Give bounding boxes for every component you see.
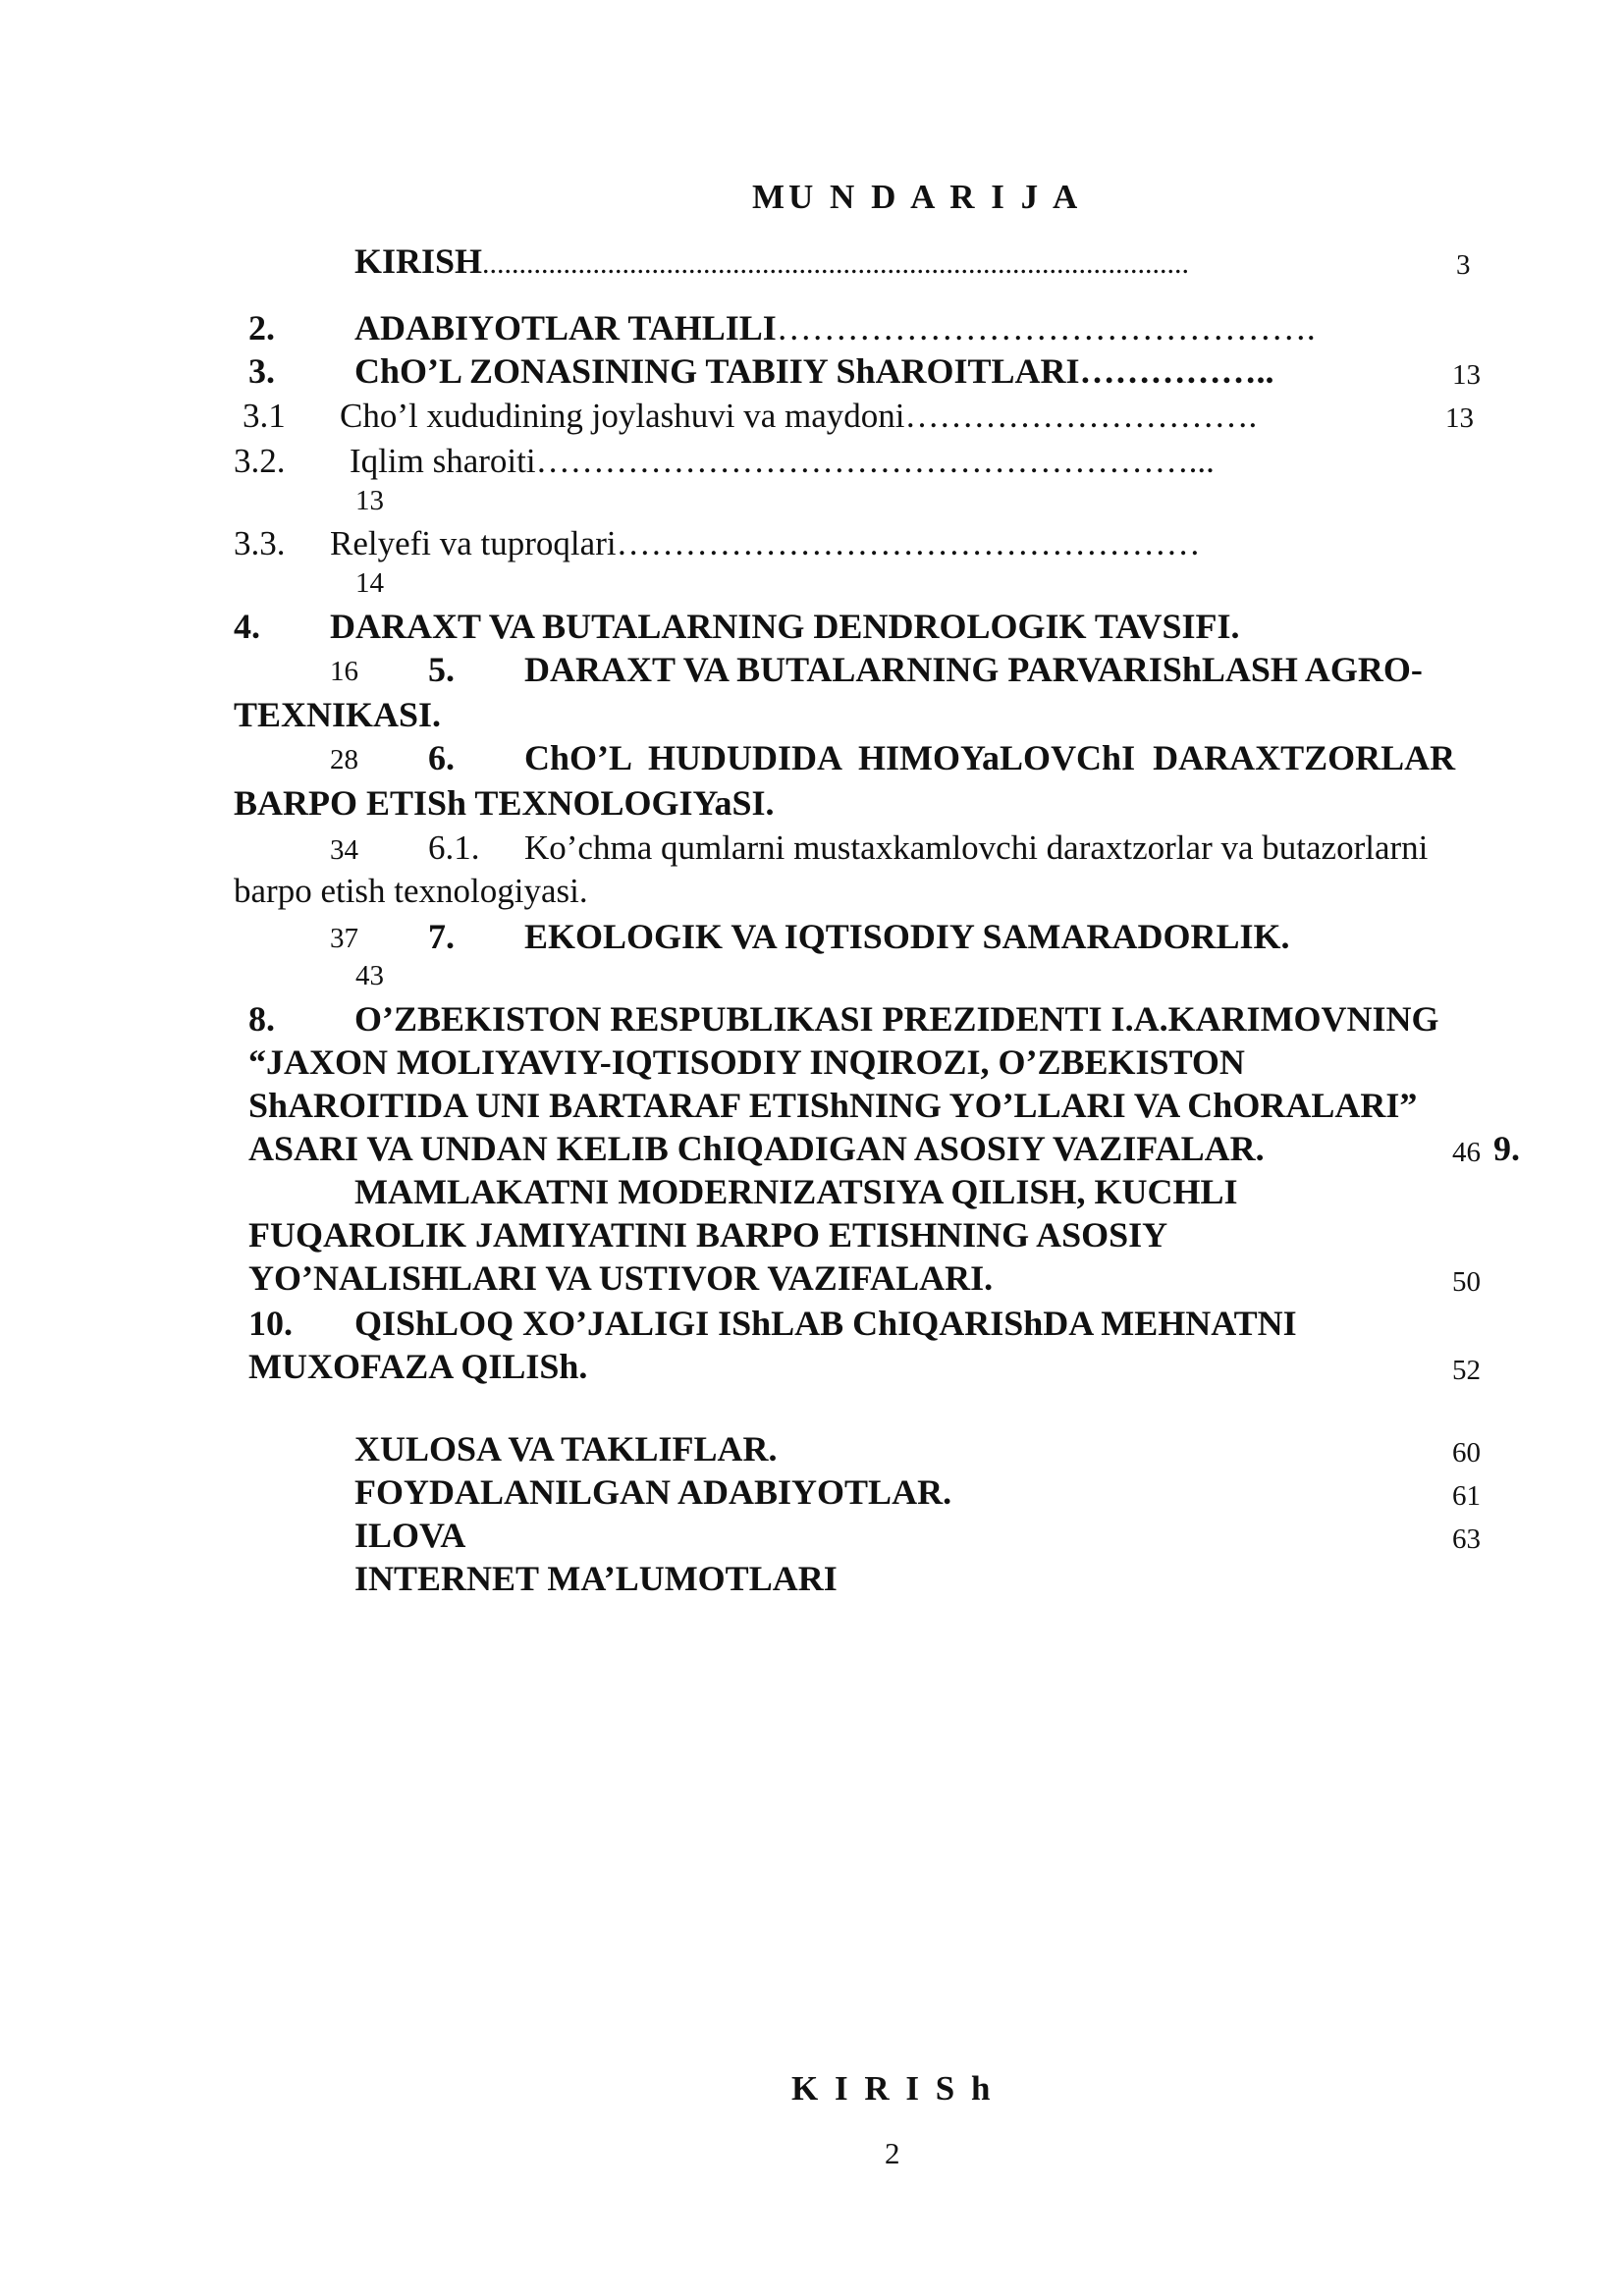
toc-6-1-label: Ko’chma qumlarni mustaxkamlovchi daraxtzorlar va butazorlarni — [524, 828, 1429, 867]
toc-7-page: 43 — [355, 960, 384, 991]
toc-8-label-line-3: ShAROITIDA UNI BARTARAF ETIShNING YO’LLARI VA ChORALARI” — [248, 1086, 1418, 1125]
toc-5-number: 5. — [428, 650, 455, 689]
toc-3-label: ChO’L ZONASINING TABIIY ShAROITLARI…………….. — [354, 351, 1274, 391]
toc-5-page: 28 — [330, 744, 358, 775]
toc-6-1-number: 6.1. — [428, 828, 480, 867]
toc-8-label-line-4: ASARI VA UNDAN KELIB ChIQADIGAN ASOSIY VAZIFALAR. — [248, 1129, 1265, 1168]
toc-2-label: ADABIYOTLAR TAHLILI………………………………………. — [354, 308, 1316, 347]
toc-kirish-label: KIRISH................................................................................................ — [354, 241, 1190, 281]
toc-3-1-page: 13 — [1445, 402, 1474, 434]
toc-9-page: 50 — [1452, 1266, 1481, 1298]
toc-6-label-continued: BARPO ETISh TEXNOLOGIYaSI. — [234, 783, 775, 823]
toc-3-1-label: Cho’l xududining joylashuvi va maydoni…………………………. — [340, 397, 1258, 435]
toc-6-label: ChO’L HUDUDIDA HIMOYaLOVChI DARAXTZORLAR — [524, 738, 1456, 777]
toc-2-number: 2. — [248, 308, 275, 347]
toc-3-page: 13 — [1452, 359, 1481, 391]
toc-7-number: 7. — [428, 917, 455, 956]
toc-9-label-line-2: FUQAROLIK JAMIYATINI BARPO ETISHNING ASOSIY — [248, 1215, 1168, 1255]
toc-3-2-page: 13 — [355, 485, 384, 516]
toc-3-3-number: 3.3. — [234, 524, 286, 562]
toc-3-3-page: 14 — [355, 567, 384, 599]
toc-5-label-continued: TEXNIKASI. — [234, 695, 442, 734]
toc-8-label-line-1: O’ZBEKISTON RESPUBLIKASI PREZIDENTI I.A.KARIMOVNING — [354, 999, 1439, 1039]
toc-4-number: 4. — [234, 607, 260, 646]
toc-foydalanilgan-page: 61 — [1452, 1480, 1481, 1512]
toc-6-1-label-continued: barpo etish texnologiyasi. — [234, 872, 588, 910]
toc-8-label-line-2: “JAXON MOLIYAVIY-IQTISODIY INQIROZI, O’ZBEKISTON — [248, 1042, 1245, 1082]
toc-10-label-line-2: MUXOFAZA QILISh. — [248, 1347, 588, 1386]
toc-ilova-label: ILOVA — [354, 1516, 466, 1555]
toc-3-2-label: Iqlim sharoiti…………………………………………………... — [350, 442, 1215, 480]
toc-3-1-number: 3.1 — [243, 397, 286, 435]
toc-10-page: 52 — [1452, 1355, 1481, 1386]
toc-9-label-line-1: MAMLAKATNI MODERNIZATSIYA QILISH, KUCHLI — [354, 1172, 1238, 1211]
toc-10-label-line-1: QIShLOQ XO’JALIGI IShLAB ChIQARIShDA MEHNATNI — [354, 1304, 1297, 1343]
toc-7-label: EKOLOGIK VA IQTISODIY SAMARADORLIK. — [524, 917, 1290, 956]
toc-10-number: 10. — [248, 1304, 293, 1343]
toc-4-page: 16 — [330, 656, 358, 687]
toc-3-2-number: 3.2. — [234, 442, 286, 480]
toc-4-label: DARAXT VA BUTALARNING DENDROLOGIK TAVSIFI. — [330, 607, 1240, 646]
toc-xulosa-page: 60 — [1452, 1437, 1481, 1468]
toc-3-number: 3. — [248, 351, 275, 391]
toc-6-number: 6. — [428, 738, 455, 777]
toc-foydalanilgan-label: FOYDALANILGAN ADABIYOTLAR. — [354, 1472, 952, 1512]
toc-internet-label: INTERNET MA’LUMOTLARI — [354, 1559, 838, 1598]
toc-3-3-label: Relyefi va tuproqlari…………………………………………… — [330, 524, 1201, 562]
toc-9-number: 9. — [1493, 1129, 1520, 1168]
toc-xulosa-label: XULOSA VA TAKLIFLAR. — [354, 1429, 778, 1468]
toc-5-label: DARAXT VA BUTALARNING PARVARIShLASH AGRO- — [524, 650, 1423, 689]
toc-ilova-page: 63 — [1452, 1523, 1481, 1555]
toc-6-page: 34 — [330, 834, 358, 866]
toc-title: MU N D A R I J A — [752, 178, 1082, 216]
next-section-heading: K I R I S h — [791, 2069, 995, 2108]
toc-8-page: 46 — [1452, 1137, 1481, 1168]
toc-9-label-line-3: YO’NALISHLARI VA USTIVOR VAZIFALARI. — [248, 1258, 994, 1298]
toc-kirish-page: 3 — [1456, 249, 1471, 281]
page-number: 2 — [885, 2136, 900, 2170]
toc-6-1-page: 37 — [330, 923, 358, 954]
toc-8-number: 8. — [248, 999, 275, 1039]
